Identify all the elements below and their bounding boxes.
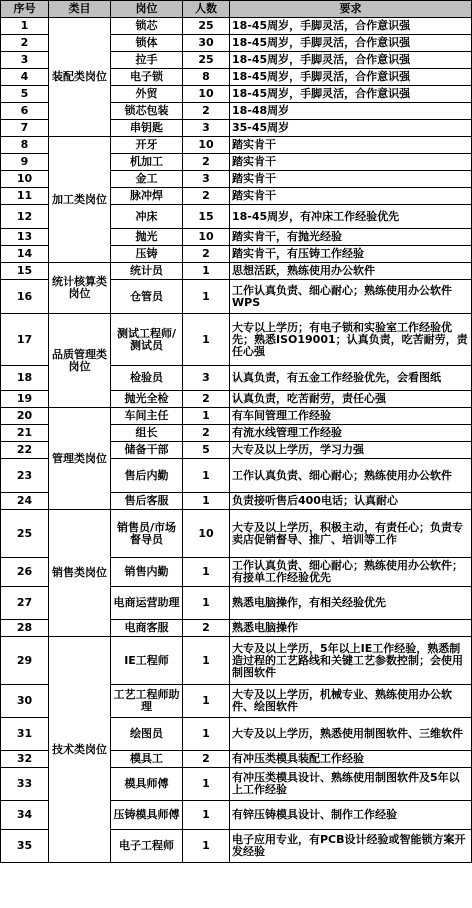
row-number: 22 <box>1 442 49 459</box>
row-number: 32 <box>1 751 49 768</box>
header-no: 序号 <box>1 1 49 18</box>
requirement-cell: 18-45周岁，手脚灵活，合作意识强 <box>230 35 472 52</box>
row-number: 14 <box>1 246 49 263</box>
row-number: 8 <box>1 137 49 154</box>
position-cell: 模具工 <box>111 751 183 768</box>
requirement-cell: 18-45周岁，手脚灵活，合作意识强 <box>230 52 472 69</box>
table-row <box>1 510 472 558</box>
row-number: 21 <box>1 425 49 442</box>
headcount-cell: 2 <box>183 188 230 205</box>
headcount-cell: 1 <box>183 685 230 718</box>
headcount-cell: 1 <box>183 408 230 425</box>
table-row <box>1 263 472 280</box>
requirement-cell: 踏实肯干 <box>230 188 472 205</box>
row-number: 6 <box>1 103 49 120</box>
requirement-cell: 踏实肯干，有压铸工作经验 <box>230 246 472 263</box>
headcount-cell: 1 <box>183 801 230 830</box>
position-cell: 车间主任 <box>111 408 183 425</box>
requirement-cell: 大专及以上学历，熟悉使用制图软件、三维软件 <box>230 718 472 751</box>
position-cell: 电子工程师 <box>111 830 183 863</box>
position-cell: 仓管员 <box>111 280 183 314</box>
table-row <box>1 314 472 366</box>
row-number: 5 <box>1 86 49 103</box>
headcount-cell: 2 <box>183 246 230 263</box>
category-cell: 管理类岗位 <box>49 408 111 510</box>
row-number: 25 <box>1 510 49 558</box>
headcount-cell: 10 <box>183 86 230 103</box>
headcount-cell: 25 <box>183 18 230 35</box>
table-row <box>1 637 472 685</box>
position-cell: 机加工 <box>111 154 183 171</box>
requirement-cell: 35-45周岁 <box>230 120 472 137</box>
requirement-cell: 有车间管理工作经验 <box>230 408 472 425</box>
row-number: 34 <box>1 801 49 830</box>
headcount-cell: 2 <box>183 391 230 408</box>
requirement-cell: 踏实肯干 <box>230 154 472 171</box>
headcount-cell: 1 <box>183 493 230 510</box>
requirement-cell: 大专及以上学历，学习力强 <box>230 442 472 459</box>
position-cell: 模具师傅 <box>111 768 183 801</box>
position-cell: 锁体 <box>111 35 183 52</box>
position-cell: 销售内勤 <box>111 558 183 587</box>
row-number: 16 <box>1 280 49 314</box>
requirement-cell: 大专及以上学历，机械专业、熟练使用办公软件、绘图软件 <box>230 685 472 718</box>
header-position: 岗位 <box>111 1 183 18</box>
headcount-cell: 2 <box>183 620 230 637</box>
requirement-cell: 有锌压铸模具设计、制作工作经验 <box>230 801 472 830</box>
position-cell: 售后客服 <box>111 493 183 510</box>
header-row <box>1 1 472 18</box>
headcount-cell: 1 <box>183 830 230 863</box>
requirement-cell: 认真负责，吃苦耐劳，责任心强 <box>230 391 472 408</box>
position-cell: 开牙 <box>111 137 183 154</box>
position-cell: 绘图员 <box>111 718 183 751</box>
row-number: 9 <box>1 154 49 171</box>
row-number: 12 <box>1 205 49 229</box>
row-number: 29 <box>1 637 49 685</box>
position-cell: 压铸模具师傅 <box>111 801 183 830</box>
headcount-cell: 3 <box>183 171 230 188</box>
row-number: 20 <box>1 408 49 425</box>
headcount-cell: 2 <box>183 425 230 442</box>
row-number: 3 <box>1 52 49 69</box>
requirement-cell: 有冲压类模具设计、熟练使用制图软件及5年以上工作经验 <box>230 768 472 801</box>
position-cell: IE工程师 <box>111 637 183 685</box>
row-number: 18 <box>1 366 49 391</box>
requirement-cell: 负责接听售后400电话；认真耐心 <box>230 493 472 510</box>
headcount-cell: 2 <box>183 154 230 171</box>
headcount-cell: 30 <box>183 35 230 52</box>
row-number: 7 <box>1 120 49 137</box>
headcount-cell: 10 <box>183 510 230 558</box>
requirement-cell: 18-45周岁，有冲床工作经验优先 <box>230 205 472 229</box>
header-category: 类目 <box>49 1 111 18</box>
requirement-cell: 踏实肯干 <box>230 171 472 188</box>
row-number: 33 <box>1 768 49 801</box>
row-number: 19 <box>1 391 49 408</box>
requirement-cell: 大专以上学历；有电子锁和实验室工作经验优先；熟悉ISO19001；认真负责，吃苦耐劳，责任心强 <box>230 314 472 366</box>
position-cell: 电子锁 <box>111 69 183 86</box>
requirement-cell: 工作认真负责、细心耐心；熟练使用办公软件WPS <box>230 280 472 314</box>
row-number: 26 <box>1 558 49 587</box>
requirement-cell: 有流水线管理工作经验 <box>230 425 472 442</box>
headcount-cell: 1 <box>183 587 230 620</box>
position-cell: 检验员 <box>111 366 183 391</box>
requirement-cell: 18-45周岁，手脚灵活，合作意识强 <box>230 69 472 86</box>
headcount-cell: 1 <box>183 718 230 751</box>
requirement-cell: 18-45周岁，手脚灵活，合作意识强 <box>230 86 472 103</box>
requirement-cell: 18-45周岁，手脚灵活，合作意识强 <box>230 18 472 35</box>
requirement-cell: 踏实肯干 <box>230 137 472 154</box>
position-cell: 串钥匙 <box>111 120 183 137</box>
position-cell: 锁芯包装 <box>111 103 183 120</box>
position-cell: 抛光 <box>111 229 183 246</box>
position-cell: 工艺工程师助理 <box>111 685 183 718</box>
position-cell: 锁芯 <box>111 18 183 35</box>
row-number: 1 <box>1 18 49 35</box>
headcount-cell: 1 <box>183 263 230 280</box>
position-cell: 外贸 <box>111 86 183 103</box>
category-cell: 装配类岗位 <box>49 18 111 137</box>
headcount-cell: 2 <box>183 751 230 768</box>
position-cell: 拉手 <box>111 52 183 69</box>
requirement-cell: 18-48周岁 <box>230 103 472 120</box>
category-cell: 销售类岗位 <box>49 510 111 637</box>
position-cell: 冲床 <box>111 205 183 229</box>
requirement-cell: 熟悉电脑操作，有相关经验优先 <box>230 587 472 620</box>
row-number: 10 <box>1 171 49 188</box>
row-number: 27 <box>1 587 49 620</box>
position-cell: 测试工程师/测试员 <box>111 314 183 366</box>
table-row <box>1 18 472 35</box>
table-row <box>1 408 472 425</box>
headcount-cell: 2 <box>183 103 230 120</box>
category-cell: 统计核算类岗位 <box>49 263 111 314</box>
headcount-cell: 25 <box>183 52 230 69</box>
headcount-cell: 3 <box>183 366 230 391</box>
row-number: 31 <box>1 718 49 751</box>
headcount-cell: 1 <box>183 459 230 493</box>
row-number: 23 <box>1 459 49 493</box>
requirement-cell: 认真负责，有五金工作经验优先，会看图纸 <box>230 366 472 391</box>
row-number: 2 <box>1 35 49 52</box>
row-number: 4 <box>1 69 49 86</box>
position-cell: 统计员 <box>111 263 183 280</box>
position-cell: 抛光全检 <box>111 391 183 408</box>
position-cell: 脉冲焊 <box>111 188 183 205</box>
table-row <box>1 137 472 154</box>
position-cell: 售后内勤 <box>111 459 183 493</box>
headcount-cell: 1 <box>183 768 230 801</box>
position-cell: 储备干部 <box>111 442 183 459</box>
row-number: 35 <box>1 830 49 863</box>
position-cell: 组长 <box>111 425 183 442</box>
headcount-cell: 5 <box>183 442 230 459</box>
row-number: 11 <box>1 188 49 205</box>
row-number: 30 <box>1 685 49 718</box>
requirement-cell: 踏实肯干，有抛光经验 <box>230 229 472 246</box>
requirement-cell: 工作认真负责、细心耐心；熟练使用办公软件 <box>230 459 472 493</box>
requirement-cell: 电子应用专业，有PCB设计经验或智能锁方案开发经验 <box>230 830 472 863</box>
requirement-cell: 有冲压类模具装配工作经验 <box>230 751 472 768</box>
headcount-cell: 1 <box>183 558 230 587</box>
position-cell: 销售员/市场督导员 <box>111 510 183 558</box>
position-cell: 电商运营助理 <box>111 587 183 620</box>
headcount-cell: 1 <box>183 314 230 366</box>
position-cell: 电商客服 <box>111 620 183 637</box>
position-cell: 压铸 <box>111 246 183 263</box>
headcount-cell: 1 <box>183 280 230 314</box>
headcount-cell: 8 <box>183 69 230 86</box>
category-cell: 技术类岗位 <box>49 637 111 863</box>
category-cell: 品质管理类岗位 <box>49 314 111 408</box>
row-number: 28 <box>1 620 49 637</box>
headcount-cell: 1 <box>183 637 230 685</box>
row-number: 17 <box>1 314 49 366</box>
headcount-cell: 15 <box>183 205 230 229</box>
headcount-cell: 3 <box>183 120 230 137</box>
row-number: 24 <box>1 493 49 510</box>
row-number: 13 <box>1 229 49 246</box>
requirement-cell: 大专及以上学历，5年以上IE工作经验，熟悉制造过程的工艺路线和关键工艺参数控制；会使用制图软件 <box>230 637 472 685</box>
requirement-cell: 熟悉电脑操作 <box>230 620 472 637</box>
category-cell: 加工类岗位 <box>49 137 111 263</box>
requirement-cell: 工作认真负责、细心耐心；熟练使用办公软件；有接单工作经验优先 <box>230 558 472 587</box>
requirement-cell: 大专及以上学历，积极主动，有责任心；负责专卖店促销督导、推广、培训等工作 <box>230 510 472 558</box>
position-cell: 金工 <box>111 171 183 188</box>
header-requirement: 要求 <box>230 1 472 18</box>
headcount-cell: 10 <box>183 229 230 246</box>
requirement-cell: 思想活跃，熟练使用办公软件 <box>230 263 472 280</box>
row-number: 15 <box>1 263 49 280</box>
header-count: 人数 <box>183 1 230 18</box>
headcount-cell: 10 <box>183 137 230 154</box>
